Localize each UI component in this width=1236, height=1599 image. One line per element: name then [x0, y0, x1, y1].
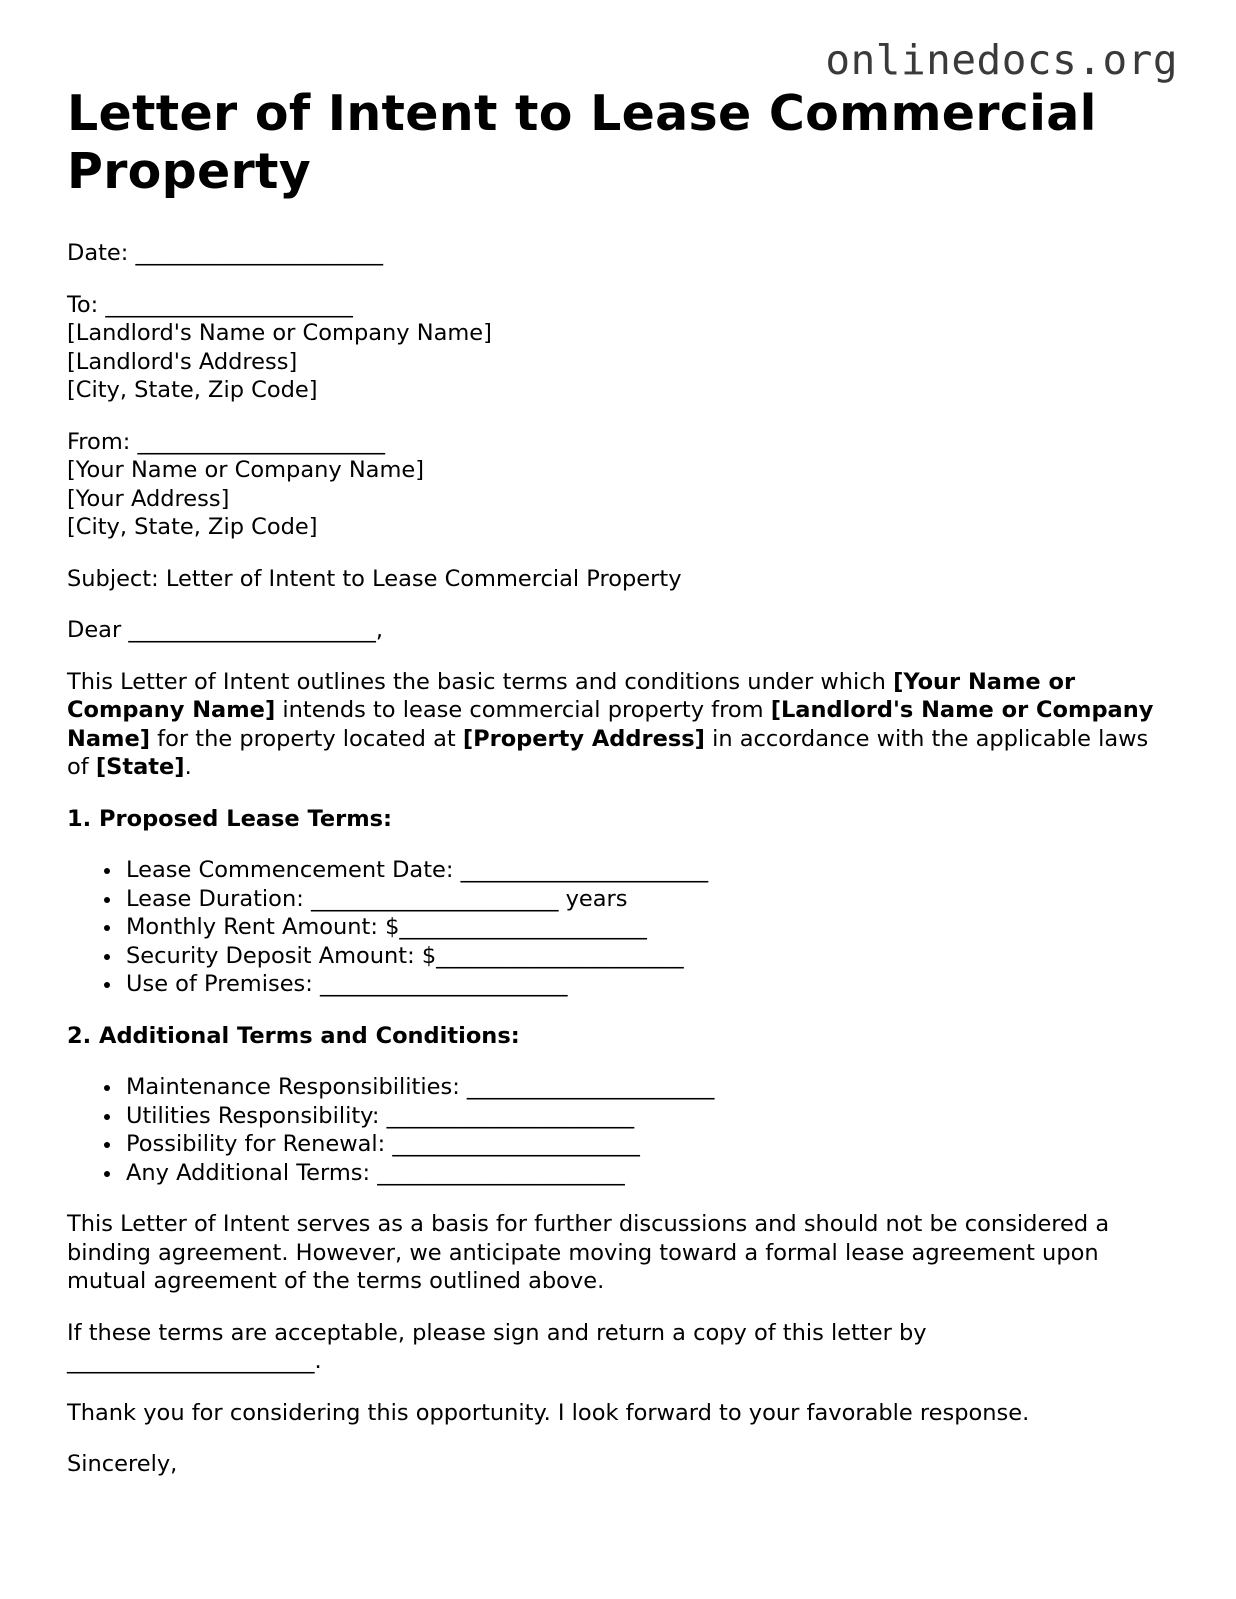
intro-text: in accordance with the applicable laws of [67, 725, 1149, 780]
return-line: If these terms are acceptable, please sign and return a copy of this letter by [67, 1319, 927, 1346]
return-paragraph [67, 1319, 1177, 1376]
list-item: Monthly Rent Amount: $______________________ [126, 913, 1177, 942]
list-item: Any Additional Terms: ______________________ [126, 1159, 1177, 1188]
intro-tenant-placeholder: [Your Name or Company Name] [67, 668, 1076, 723]
intro-text: intends to lease commercial property from [275, 697, 771, 723]
intro-text: This Letter of Intent outlines the basic terms and conditions under which [67, 668, 894, 695]
to-line: To: ______________________ [67, 291, 353, 318]
closing-paragraph: This Letter of Intent serves as a basis for further discussions and should not be considered a binding agreement. However, we anticipate moving toward a formal lease agreement upon mutual agreement of the terms outlined above. [67, 1211, 1110, 1294]
sender-block [67, 428, 1177, 542]
section-proposed-terms-title: 1. Proposed Lease Terms: [67, 805, 393, 832]
proposed-terms-list [67, 856, 1177, 999]
recipient-block [67, 291, 1177, 405]
document-title: Letter of Intent to Lease Commercial Property [67, 85, 1097, 200]
list-item: Use of Premises: ______________________ [126, 970, 1177, 999]
intro-landlord-placeholder: [Landlord's Name or Company Name] [67, 697, 1154, 752]
document-page [67, 85, 1177, 1479]
salutation: Dear ______________________, [67, 617, 384, 643]
landlord-city: [City, State, Zip Code] [67, 377, 318, 403]
from-line: From: ______________________ [67, 428, 385, 455]
intro-state-placeholder: [State] [95, 754, 185, 780]
section-additional-terms-title: 2. Additional Terms and Conditions: [67, 1022, 520, 1049]
intro-text: for the property located at [150, 725, 463, 752]
date-field [67, 239, 1177, 268]
list-item: Lease Commencement Date: ______________________ [126, 856, 1177, 885]
date-line: Date: ______________________ [67, 240, 384, 266]
intro-property-placeholder: [Property Address] [462, 725, 705, 752]
landlord-name: [Landlord's Name or Company Name] [67, 320, 492, 346]
list-item: Possibility for Renewal: ______________________ [126, 1130, 1177, 1159]
intro-paragraph [67, 668, 1177, 782]
landlord-address: [Landlord's Address] [67, 348, 298, 375]
sender-city: [City, State, Zip Code] [67, 514, 318, 540]
sender-name: [Your Name or Company Name] [67, 457, 425, 483]
list-item: Security Deposit Amount: $______________________ [126, 942, 1177, 971]
list-item: Lease Duration: ______________________ years [126, 885, 1177, 914]
sender-address: [Your Address] [67, 485, 230, 512]
return-deadline-blank: ______________________. [67, 1348, 322, 1374]
additional-terms-list [67, 1073, 1177, 1187]
list-item: Utilities Responsibility: ______________________ [126, 1102, 1177, 1131]
thanks-paragraph: Thank you for considering this opportunity. I look forward to your favorable response. [67, 1399, 1030, 1426]
intro-text: . [184, 754, 192, 780]
subject-line: Subject: Letter of Intent to Lease Commercial Property [67, 565, 682, 592]
list-item: Maintenance Responsibilities: ______________________ [126, 1073, 1177, 1102]
signoff: Sincerely, [67, 1451, 178, 1477]
watermark-logo: onlinedocs.org [825, 36, 1178, 84]
